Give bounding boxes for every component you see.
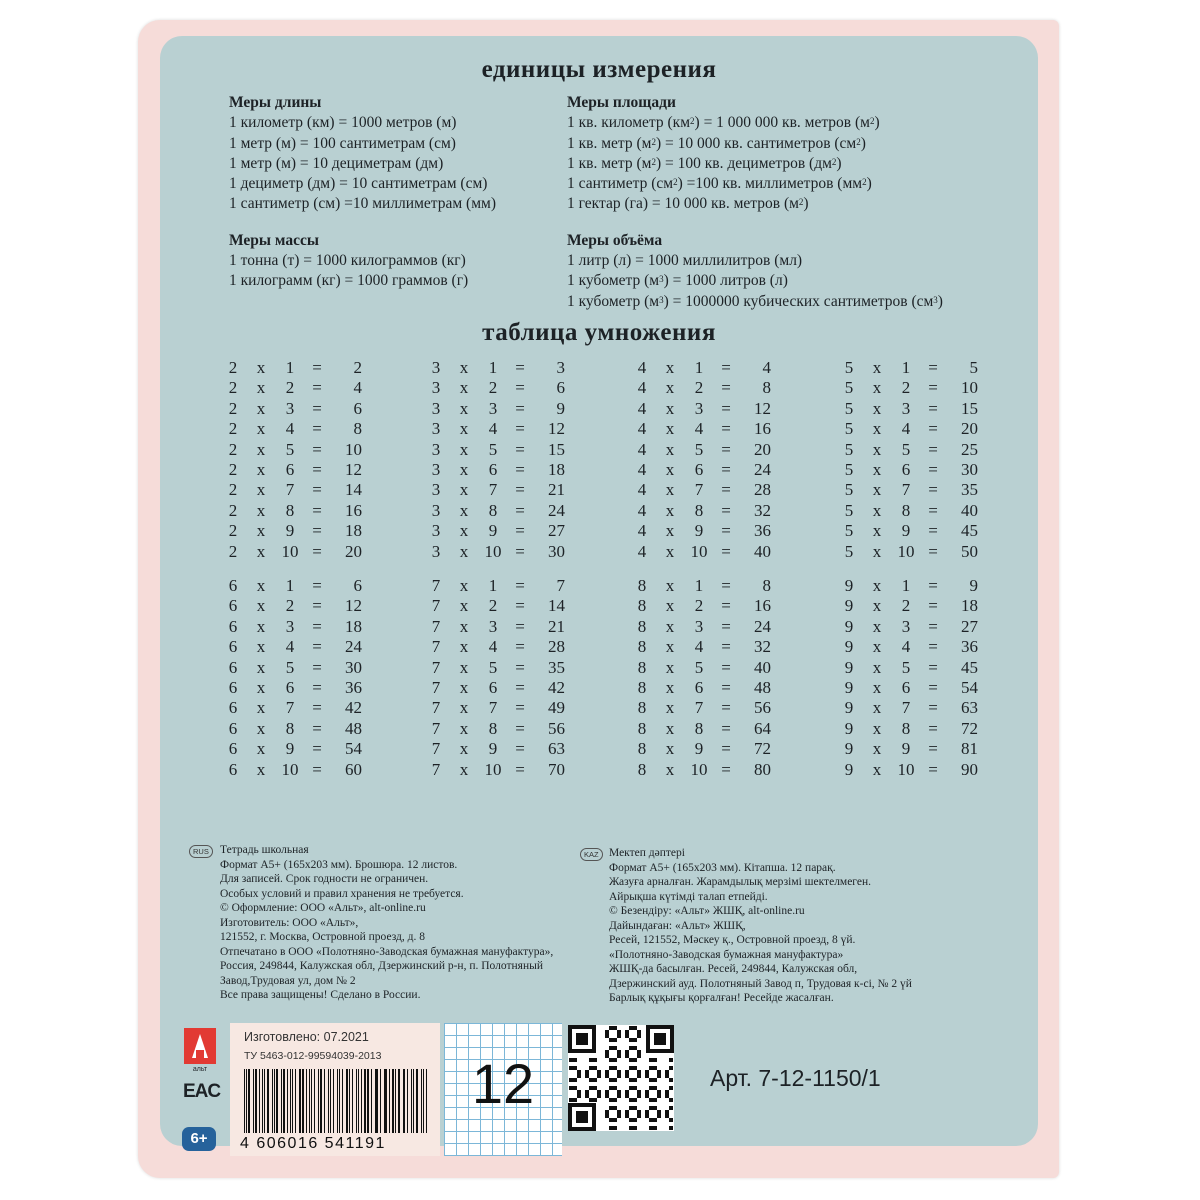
- area-heading: Меры площади: [567, 94, 676, 111]
- volume-list: [567, 251, 943, 312]
- volume-item: 1 литр (л) = 1000 миллилитров (мл): [567, 252, 803, 270]
- rus-info-text: [220, 843, 553, 1003]
- mass-heading: Меры массы: [229, 231, 319, 249]
- area-item: 1 кв. метр $(м^2) = 10$ 000 кв. сантиметров $(см^2)$: [567, 134, 866, 152]
- kaz-info-line: © Безендіру: «Альт» ЖШҚ, alt-online.ru: [609, 905, 805, 917]
- kaz-info-line: Формат А5+ (165x203 мм). Кітапша. 12 парақ.: [609, 861, 836, 874]
- kaz-info-line: Барлық құқығы қорғалған! Ресейде жасалған.: [609, 992, 834, 1004]
- length-item: 1 километр (км) = 1000 метров (м): [229, 114, 457, 132]
- mass-list: [229, 251, 496, 292]
- logo-text: альт: [192, 1066, 208, 1073]
- barcode-box: [230, 1023, 440, 1156]
- length-list: [229, 113, 496, 214]
- units-right-column: [567, 93, 943, 312]
- length-item: 1 метр (м) = 100 сантиметрам (см): [229, 134, 456, 152]
- units-title: единицы измерения: [481, 56, 717, 83]
- barcode: [244, 1069, 430, 1133]
- sheet-count-box: [444, 1023, 562, 1156]
- eac-mark: EAC: [183, 1081, 221, 1102]
- rus-info-line: Для записей. Срок годности не ограничен.: [220, 873, 429, 885]
- volume-heading: Меры объёма: [567, 231, 663, 249]
- rus-info-line: Завод,Трудовая ул, дом № 2: [220, 974, 356, 987]
- kaz-badge: KAZ: [580, 848, 603, 861]
- info-panel: единицы измерения Меры длины 1 километр (км) = 1000 метров (м) 1 метр (м) = 100 сантиметрам (см) 1 метр (м) = 10 дециметрам (дм) 1 дециметр (дм) = 10 сантиметрам (см) 1 сантиметр (см) =10 миллиметрам (мм) Меры массы 1 тонна (т) = 1000 килограммов (кг) 1 килограмм (кг) = 1000 граммов (г) Меры площади 1 кв. километр $(км^2) = 1$ 000 000 кв. метров $(м^2)$ 1 кв. метр $(м^2) = 10$ 000 кв. сантиметров $(см^2)$ 1 кв. метр $(м^2) = 100$ кв. дециметров $(дм^2)$ 1 сантиметр $(см^2) =100$ кв. миллиметров $(мм^2)$ 1 гектар (га) = 10 000 кв. метров $(м^2)$ Меры объёма 1 литр (л) = 1000 миллилитров (мл) 1 кубометр $(м^3) = 1000$ литров (л) 1 кубометр $(м^3) = 1000000$ кубических сантиметров $(см^3)$ таблица умножения 2 x 1 = 2 2 x 2 = 4 2 x 3 = 6 2 x 4 = 8 2 x 5 = 10 2 x 6 = 12 2 x 7 = 14 2 x 8 = 16 2 x 9 = 18 2 x 10 = 20 3 x 1 = 3 3 x 2 = 6 3 x 3 = 9 3 x 4 = 12 3 x 5 = 15 3 x 6 = 18 3 x 7 = 21 3 x 8 = 24 3 x 9 = 27 3 x 10 = 30 4 x 1 = 4 4 x 2 = 8 4 x 3 = 12 4 x 4 = 16 4 x 5 = 20 4 x 6 = 24 4 x 7 = 28 4 x 8 = 32 4 x 9 = 36 4 x 10 = 40 5 x 1 = 5 5 x 2 = 10 5 x 3 = 15 5 x 4 = 20 5 x 5 = 25 5 x 6 = 30 5 x 7 = 35 5 x 8 = 40 5 x 9 = 45 5 x 10 = 50 6 x 1 = 6 6 x 2 = 12 6 x 3 = 18 6 x 4 = 24 6 x 5 = 30 6 x 6 = 36 6 x 7 = 42 6 x 8 = 48 6 x 9 = 54 6 x 10 = 60 7 x 1 = 7 7 x 2 = 14 7 x 3 = 21 7 x 4 = 28 7 x 5 = 35 7 x 6 = 42 7 x 7 = 49 7 x 8 = 56 7 x 9 = 63 7 x 10 = 70 8 x 1 = 8 8 x 2 = 16 8 x 3 = 24 8 x 4 = 32 8 x 5 = 40 8 x 6 = 48 8 x 7 = 56 8 x 8 = 64 8 x 9 = 72 8 x 10 = 80 9 x 1 = 9 9 x 2 = 18 9 x 3 = 27 9 x 4 = 36 9 x 5 = 45 9 x 6 = 54 9 x 7 = 63 9 x 8 = 72 9 x 9 = 81 9 x 10 = 90 RUS Тетрадь школьная Формат А5+ (165x203 мм). Брошюра. 12 листов. Для записей. Срок годности не ограничен. Особых условий и правил хранения не требуется. © Оформление: ООО «Альт», alt-online.ru Изготовитель: ООО «Альт», 121552, г. Москва, Островной проезд, д. 8 Отпечатано в ООО «Полотняно-Заводская бумажная мануфактура», Россия, 249844, Калужская обл, Дзержинский р-н, п. Полотняный Завод,Трудовая ул, дом № 2 Все права защищены! Сделано в России. KAZ Мектеп дәптері Формат А5+ (165x203 мм). Кітапша. 12 парақ. Жазуға арналған. Жарамдылық мерзімі шектелмеген. Айрықша күтімді талап етпейді. © Безендіру: «Альт» ЖШҚ, alt-online.ru Дайындаған: «Альт» ЖШҚ, Ресей, 121552, Мәскеу қ., Островной проезд, 8 үй. «Полотняно-Заводская бумажная мануфактура» ЖШҚ-да басылған. Ресей, 249844, Калужская обл, Дзержинский ауд. Полотняный Завод п, Трудовая к-сі, № 2 үй Барлық құқығы қорғалған! Ресейде жасалған.: [160, 36, 1038, 1146]
- length-item: 1 метр (м) = 10 дециметрам (дм): [229, 154, 444, 172]
- rus-info-line: Все права защищены! Сделано в России.: [220, 989, 421, 1001]
- kaz-info-line: Ресей, 121552, Мәскеу қ., Островной проезд, 8 үй.: [609, 934, 856, 946]
- article-number: Арт. 7-12-1150/1: [710, 1065, 881, 1091]
- kaz-info-line: ЖШҚ-да басылған. Ресей, 249844, Калужская обл,: [609, 963, 858, 975]
- age-badge: 6+: [182, 1127, 216, 1151]
- rus-info-line: 121552, г. Москва, Островной проезд, д. 8: [220, 931, 425, 943]
- units-left-column: [229, 93, 496, 292]
- kaz-info-line: «Полотняно-Заводская бумажная мануфактура»: [609, 948, 844, 961]
- rus-info-line: Россия, 249844, Калужская обл, Дзержинский р-н, п. Полотняный: [220, 960, 543, 972]
- kaz-info-line: Мектеп дәптері: [609, 847, 685, 859]
- kaz-info-line: Дайындаған: «Альт» ЖШҚ,: [609, 919, 746, 932]
- qr-code: [568, 1025, 674, 1131]
- tu-code: ТУ 5463-012-99594039-2013: [244, 1050, 382, 1062]
- rus-info-line: Отпечатано в ООО «Полотняно-Заводская бумажная мануфактура»,: [220, 945, 554, 958]
- rus-info-line: Формат А5+ (165x203 мм). Брошюра. 12 листов.: [220, 858, 458, 871]
- volume-item: 1 кубометр $(м^3) = 1000$ литров (л): [567, 272, 788, 290]
- kaz-info-line: Айрықша күтімді талап етпейді.: [609, 890, 768, 903]
- kaz-info-line: Жазуға арналған. Жарамдылық мерзімі шектелмеген.: [609, 876, 872, 888]
- area-item: 1 кв. метр $(м^2) = 100$ кв. дециметров $(дм^2)$: [567, 154, 842, 172]
- area-item: 1 гектар (га) = 10 000 кв. метров $(м^2)$: [567, 195, 809, 213]
- rus-info-line: Тетрадь школьная: [220, 844, 309, 856]
- barcode-number: 4 606016 541191: [240, 1135, 386, 1152]
- manufactured-date: Изготовлено: 07.2021: [244, 1030, 369, 1044]
- length-heading: Меры длины: [229, 94, 322, 111]
- area-list: [567, 113, 943, 214]
- rus-info-line: © Оформление: ООО «Альт», alt-online.ru: [220, 902, 426, 914]
- sheet-count: 12: [471, 1052, 535, 1115]
- multiplication-title: таблица умножения: [482, 319, 716, 346]
- volume-item: 1 кубометр $(м^3) = 1000000$ кубических сантиметров $(см^3)$: [567, 292, 943, 310]
- mass-item: 1 тонна (т) = 1000 килограммов (кг): [229, 252, 466, 270]
- area-item: 1 кв. километр $(км^2) = 1$ 000 000 кв. метров $(м^2)$: [567, 114, 880, 132]
- area-item: 1 сантиметр $(см^2) =100$ кв. миллиметров $(мм^2)$: [567, 175, 872, 193]
- alt-logo: [184, 1028, 216, 1064]
- kaz-info-text: [609, 846, 912, 1006]
- length-item: 1 сантиметр (см) =10 миллиметрам (мм): [229, 195, 496, 213]
- rus-info-line: Изготовитель: ООО «Альт»,: [220, 916, 359, 929]
- rus-info-line: Особых условий и правил хранения не требуется.: [220, 887, 464, 900]
- length-item: 1 дециметр (дм) = 10 сантиметрам (см): [229, 175, 488, 193]
- kaz-info-line: Дзержинский ауд. Полотняный Завод п, Трудовая к-сі, № 2 үй: [609, 977, 912, 990]
- mass-item: 1 килограмм (кг) = 1000 граммов (г): [229, 272, 469, 290]
- rus-badge: RUS: [189, 845, 213, 858]
